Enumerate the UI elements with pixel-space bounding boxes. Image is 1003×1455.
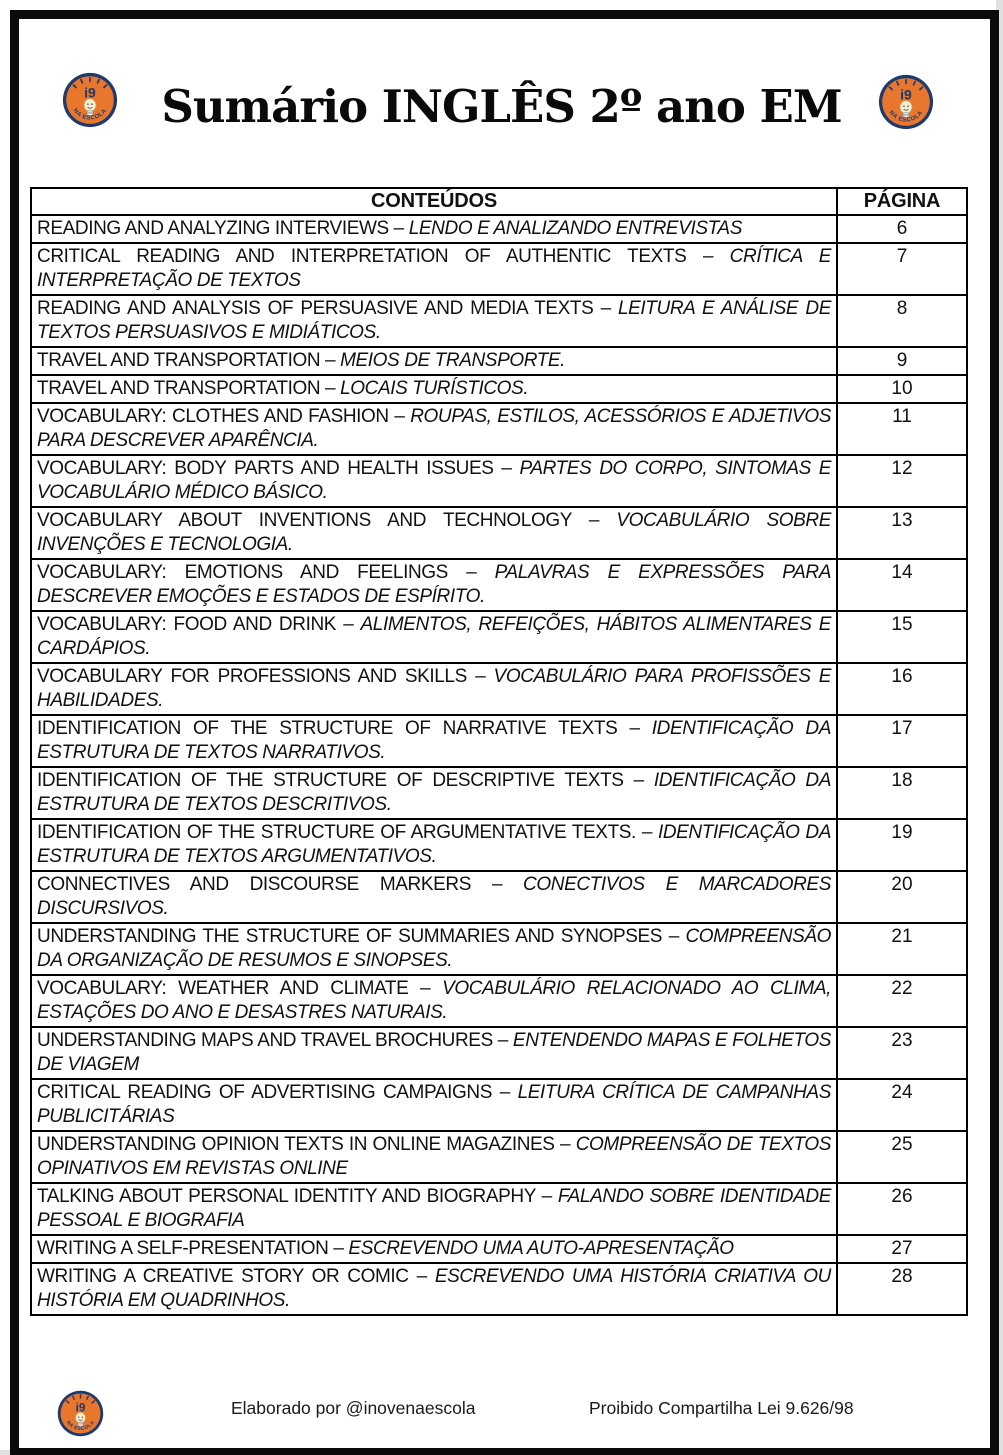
row-content-cell bbox=[31, 559, 837, 611]
row-page-number: 24 bbox=[837, 1079, 967, 1131]
table-row bbox=[31, 295, 967, 347]
row-content-cell bbox=[31, 663, 837, 715]
row-text-portuguese: ESCREVENDO UMA AUTO-APRESENTAÇÃO bbox=[348, 1238, 734, 1259]
row-text-portuguese: VOCABULÁRIO PARA PROFISSÕES E HABILIDADES. bbox=[37, 666, 831, 711]
table-row bbox=[31, 767, 967, 819]
row-page-number: 12 bbox=[837, 455, 967, 507]
contents-column-header: CONTEÚDOS bbox=[31, 188, 837, 215]
row-text-portuguese: MEIOS DE TRANSPORTE. bbox=[340, 350, 566, 371]
table-row bbox=[31, 1263, 967, 1315]
row-text-portuguese: PARTES DO CORPO, SINTOMAS E VOCABULÁRIO MÉDICO BÁSICO. bbox=[37, 458, 832, 503]
row-text-english: READING AND ANALYZING INTERVIEWS bbox=[37, 218, 389, 239]
row-content-cell bbox=[31, 1079, 837, 1131]
row-page-number: 25 bbox=[837, 1131, 967, 1183]
row-text-english: CRITICAL READING AND INTERPRETATION OF AUTHENTIC TEXTS bbox=[37, 246, 687, 267]
table-row bbox=[31, 611, 967, 663]
row-content-cell bbox=[31, 923, 837, 975]
row-text-english: VOCABULARY: WEATHER AND CLIMATE bbox=[37, 978, 409, 999]
row-separator: – bbox=[554, 1134, 576, 1155]
row-separator: – bbox=[320, 378, 341, 399]
table-row bbox=[31, 923, 967, 975]
row-text-english: IDENTIFICATION OF THE STRUCTURE OF NARRATIVE TEXTS bbox=[37, 718, 618, 739]
row-text-english: UNDERSTANDING MAPS AND TRAVEL BROCHURES bbox=[37, 1030, 493, 1051]
row-content-cell bbox=[31, 975, 837, 1027]
row-text-english: TRAVEL AND TRANSPORTATION bbox=[37, 378, 321, 399]
table-row bbox=[31, 507, 967, 559]
table-row bbox=[31, 715, 967, 767]
row-page-number: 26 bbox=[837, 1183, 967, 1235]
row-text-portuguese: IDENTIFICAÇÃO DA ESTRUTURA DE TEXTOS ARGUMENTATIVOS. bbox=[37, 822, 831, 867]
i9-school-logo-icon bbox=[57, 1390, 104, 1437]
row-separator: – bbox=[408, 1266, 435, 1287]
row-text-portuguese: LENDO E ANALIZANDO ENTREVISTAS bbox=[408, 218, 742, 239]
row-text-english: IDENTIFICATION OF THE STRUCTURE OF ARGUMENTATIVE TEXTS. bbox=[37, 822, 636, 843]
i9-school-logo-icon bbox=[878, 74, 934, 130]
row-text-portuguese: PALAVRAS E EXPRESSÕES PARA DESCREVER EMOÇÕES E ESTADOS DE ESPÍRITO. bbox=[37, 562, 831, 607]
toc-table-body bbox=[31, 215, 967, 1315]
row-content-cell bbox=[31, 455, 837, 507]
table-row bbox=[31, 559, 967, 611]
row-content-cell bbox=[31, 1183, 837, 1235]
table-of-contents bbox=[30, 187, 968, 1316]
row-separator: – bbox=[447, 562, 495, 583]
row-text-english: VOCABULARY: BODY PARTS AND HEALTH ISSUES bbox=[37, 458, 494, 479]
row-separator: – bbox=[471, 874, 524, 895]
row-page-number: 15 bbox=[837, 611, 967, 663]
table-row bbox=[31, 215, 967, 243]
footer-copyright-notice: Proibido Compartilha Lei 9.626/98 bbox=[589, 1398, 854, 1418]
row-content-cell bbox=[31, 403, 837, 455]
row-text-portuguese: VOCABULÁRIO SOBRE INVENÇÕES E TECNOLOGIA. bbox=[37, 510, 831, 555]
row-content-cell bbox=[31, 1027, 837, 1079]
row-text-english: IDENTIFICATION OF THE STRUCTURE OF DESCRIPTIVE TEXTS bbox=[37, 770, 624, 791]
table-row bbox=[31, 455, 967, 507]
row-page-number: 9 bbox=[837, 347, 967, 375]
row-separator: – bbox=[593, 298, 618, 319]
row-page-number: 27 bbox=[837, 1235, 967, 1263]
row-text-portuguese: IDENTIFICAÇÃO DA ESTRUTURA DE TEXTOS DESCRITIVOS. bbox=[37, 770, 831, 815]
row-content-cell bbox=[31, 507, 837, 559]
row-text-portuguese: CONECTIVOS E MARCADORES DISCURSIVOS. bbox=[37, 874, 831, 919]
row-page-number: 6 bbox=[837, 215, 967, 243]
row-content-cell bbox=[31, 871, 837, 923]
table-row bbox=[31, 1235, 967, 1263]
row-separator: – bbox=[328, 1238, 349, 1259]
row-text-english: VOCABULARY: FOOD AND DRINK bbox=[37, 614, 337, 635]
table-row bbox=[31, 347, 967, 375]
row-text-english: CONNECTIVES AND DISCOURSE MARKERS bbox=[37, 874, 472, 895]
row-content-cell bbox=[31, 611, 837, 663]
footer-credit-text: Elaborado por @inovenaescola bbox=[231, 1398, 476, 1418]
row-text-english: VOCABULARY ABOUT INVENTIONS AND TECHNOLOGY bbox=[37, 510, 572, 531]
table-row bbox=[31, 243, 967, 295]
row-content-cell bbox=[31, 243, 837, 295]
row-separator: – bbox=[408, 978, 443, 999]
row-separator: – bbox=[535, 1186, 558, 1207]
row-content-cell bbox=[31, 1235, 837, 1263]
row-text-portuguese: CRÍTICA E INTERPRETAÇÃO DE TEXTOS bbox=[37, 246, 831, 291]
row-page-number: 7 bbox=[837, 243, 967, 295]
row-page-number: 10 bbox=[837, 375, 967, 403]
row-text-portuguese: COMPREENSÃO DA ORGANIZAÇÃO DE RESUMOS E SINOPSES. bbox=[37, 926, 831, 971]
row-text-english: VOCABULARY: CLOTHES AND FASHION bbox=[37, 406, 389, 427]
table-row bbox=[31, 1131, 967, 1183]
row-text-english: UNDERSTANDING THE STRUCTURE OF SUMMARIES AND SYNOPSES bbox=[37, 926, 663, 947]
table-row bbox=[31, 1079, 967, 1131]
row-page-number: 11 bbox=[837, 403, 967, 455]
row-text-portuguese: LEITURA CRÍTICA DE CAMPANHAS PUBLICITÁRIAS bbox=[37, 1082, 831, 1127]
row-page-number: 20 bbox=[837, 871, 967, 923]
row-text-english: TRAVEL AND TRANSPORTATION bbox=[37, 350, 321, 371]
table-row bbox=[31, 871, 967, 923]
row-text-portuguese: VOCABULÁRIO RELACIONADO AO CLIMA, ESTAÇÕES DO ANO E DESASTRES NATURAIS. bbox=[37, 978, 831, 1023]
row-content-cell bbox=[31, 215, 837, 243]
table-row bbox=[31, 403, 967, 455]
page-column-header: PÁGINA bbox=[837, 188, 967, 215]
row-separator: – bbox=[493, 458, 520, 479]
row-text-portuguese: ALIMENTOS, REFEIÇÕES, HÁBITOS ALIMENTARES E CARDÁPIOS. bbox=[37, 614, 831, 659]
table-row bbox=[31, 819, 967, 871]
row-content-cell bbox=[31, 767, 837, 819]
row-content-cell bbox=[31, 1131, 837, 1183]
row-separator: – bbox=[686, 246, 730, 267]
row-separator: – bbox=[623, 770, 654, 791]
row-content-cell bbox=[31, 295, 837, 347]
row-page-number: 8 bbox=[837, 295, 967, 347]
row-separator: – bbox=[491, 1082, 518, 1103]
row-content-cell bbox=[31, 1263, 837, 1315]
row-separator: – bbox=[662, 926, 686, 947]
row-text-english: TALKING ABOUT PERSONAL IDENTITY AND BIOGRAPHY bbox=[37, 1186, 536, 1207]
row-separator: – bbox=[320, 350, 341, 371]
row-page-number: 18 bbox=[837, 767, 967, 819]
row-page-number: 17 bbox=[837, 715, 967, 767]
row-page-number: 14 bbox=[837, 559, 967, 611]
row-page-number: 19 bbox=[837, 819, 967, 871]
row-page-number: 23 bbox=[837, 1027, 967, 1079]
row-content-cell bbox=[31, 819, 837, 871]
row-page-number: 21 bbox=[837, 923, 967, 975]
header-row bbox=[31, 188, 967, 215]
row-text-portuguese: ENTENDENDO MAPAS E FOLHETOS DE VIAGEM bbox=[37, 1030, 831, 1075]
row-separator: – bbox=[466, 666, 494, 687]
row-text-english: VOCABULARY FOR PROFESSIONS AND SKILLS bbox=[37, 666, 467, 687]
row-separator: – bbox=[388, 218, 409, 239]
row-text-english: VOCABULARY: EMOTIONS AND FEELINGS bbox=[37, 562, 448, 583]
row-text-portuguese: LEITURA E ANÁLISE DE TEXTOS PERSUASIVOS E MIDIÁTICOS. bbox=[37, 298, 832, 343]
row-text-english: READING AND ANALYSIS OF PERSUASIVE AND MEDIA TEXTS bbox=[37, 298, 594, 319]
row-text-portuguese: IDENTIFICAÇÃO DA ESTRUTURA DE TEXTOS NARRATIVOS. bbox=[37, 718, 831, 763]
table-row bbox=[31, 1183, 967, 1235]
row-separator: – bbox=[617, 718, 652, 739]
row-separator: – bbox=[492, 1030, 513, 1051]
row-page-number: 28 bbox=[837, 1263, 967, 1315]
row-text-portuguese: COMPREENSÃO DE TEXTOS OPINATIVOS EM REVISTAS ONLINE bbox=[37, 1134, 831, 1179]
page-title: Sumário INGLÊS 2º ano EM bbox=[161, 80, 842, 133]
row-separator: – bbox=[571, 510, 617, 531]
row-text-english: WRITING A CREATIVE STORY OR COMIC bbox=[37, 1266, 409, 1287]
row-page-number: 13 bbox=[837, 507, 967, 559]
table-row bbox=[31, 663, 967, 715]
row-text-portuguese: FALANDO SOBRE IDENTIDADE PESSOAL E BIOGRAFIA bbox=[37, 1186, 831, 1231]
row-text-english: CRITICAL READING OF ADVERTISING CAMPAIGNS bbox=[37, 1082, 492, 1103]
row-text-english: UNDERSTANDING OPINION TEXTS IN ONLINE MAGAZINES bbox=[37, 1134, 555, 1155]
table-row bbox=[31, 1027, 967, 1079]
table-row bbox=[31, 975, 967, 1027]
row-text-portuguese: ESCREVENDO UMA HISTÓRIA CRIATIVA OU HISTÓRIA EM QUADRINHOS. bbox=[37, 1266, 831, 1311]
row-content-cell bbox=[31, 715, 837, 767]
row-text-english: WRITING A SELF-PRESENTATION bbox=[37, 1238, 329, 1259]
row-content-cell bbox=[31, 347, 837, 375]
row-page-number: 22 bbox=[837, 975, 967, 1027]
row-content-cell bbox=[31, 375, 837, 403]
row-text-portuguese: LOCAIS TURÍSTICOS. bbox=[340, 378, 529, 399]
row-separator: – bbox=[635, 822, 658, 843]
toc-table-header bbox=[31, 188, 967, 215]
table-row bbox=[31, 375, 967, 403]
row-page-number: 16 bbox=[837, 663, 967, 715]
row-text-portuguese: ROUPAS, ESTILOS, ACESSÓRIOS E ADJETIVOS PARA DESCREVER APARÊNCIA. bbox=[37, 406, 831, 451]
row-separator: – bbox=[336, 614, 361, 635]
row-separator: – bbox=[388, 406, 411, 427]
